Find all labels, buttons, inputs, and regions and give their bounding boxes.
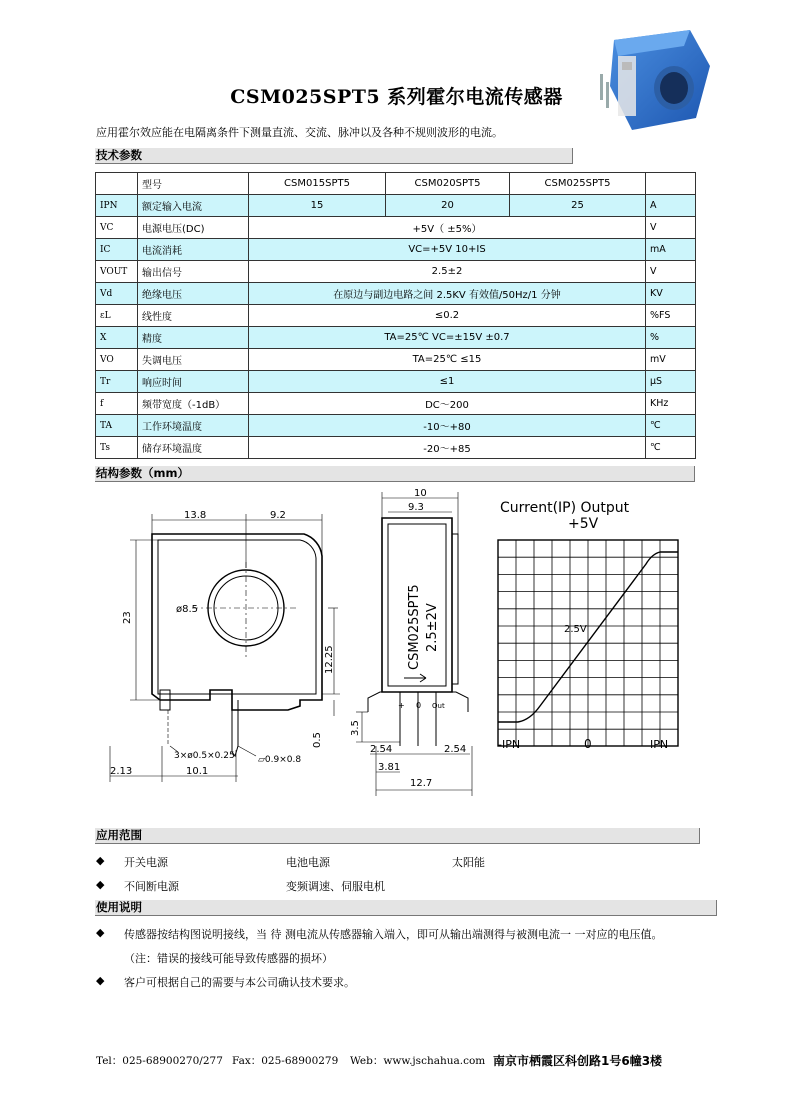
table-row bbox=[96, 195, 696, 217]
table-cell: KV bbox=[646, 283, 696, 305]
table-cell: 响应时间 bbox=[138, 371, 249, 393]
table-row bbox=[96, 437, 696, 459]
table-cell: KHz bbox=[646, 393, 696, 415]
table-cell: X bbox=[96, 327, 138, 349]
dim-label: 10 bbox=[414, 488, 427, 499]
dim-label: 13.8 bbox=[184, 510, 207, 521]
dim-label: 0.5 bbox=[312, 732, 323, 748]
table-cell: mV bbox=[646, 349, 696, 371]
sensor-model-label: CSM025SPT5 bbox=[407, 584, 422, 670]
table-row bbox=[96, 371, 696, 393]
table-cell: TA bbox=[96, 415, 138, 437]
footer-fax: Fax：025-68900279 bbox=[232, 1055, 339, 1067]
table-row bbox=[96, 261, 696, 283]
pin-label: Out bbox=[432, 702, 445, 710]
sensor-output-label: 2.5±2V bbox=[425, 603, 440, 652]
table-cell: %FS bbox=[646, 305, 696, 327]
footer-web: Web：www.jschahua.com bbox=[350, 1055, 486, 1067]
plot-x-left: -IPN bbox=[498, 738, 521, 751]
table-cell: 在原边与副边电路之间 2.5KV 有效值/50Hz/1 分钟 bbox=[249, 283, 646, 305]
table-cell: A bbox=[646, 195, 696, 217]
table-cell: Vd bbox=[96, 283, 138, 305]
header-cell: CSM025SPT5 bbox=[510, 173, 646, 195]
document-title: CSM025SPT5 系列霍尔电流传感器 bbox=[230, 86, 563, 108]
table-cell: VOUT bbox=[96, 261, 138, 283]
table-cell: 频带宽度（-1dB） bbox=[138, 393, 249, 415]
section-applications: 应用范围 bbox=[95, 828, 700, 844]
bullet-icon: ◆ bbox=[96, 878, 105, 891]
table-cell: εL bbox=[96, 305, 138, 327]
table-cell: 储存环境温度 bbox=[138, 437, 249, 459]
table-cell: % bbox=[646, 327, 696, 349]
dim-label: 2.13 bbox=[110, 766, 133, 777]
table-cell: 电源电压(DC) bbox=[138, 217, 249, 239]
table-cell: -20～+85 bbox=[249, 437, 646, 459]
table-cell: VO bbox=[96, 349, 138, 371]
table-cell: μS bbox=[646, 371, 696, 393]
plot-mid-label: 2.5V bbox=[564, 624, 587, 635]
bullet-icon: ◆ bbox=[96, 974, 105, 987]
table-cell: 15 bbox=[249, 195, 386, 217]
table-cell: TA=25℃ ≤15 bbox=[249, 349, 646, 371]
dim-label: 3×ø0.5×0.25 bbox=[174, 751, 235, 761]
table-row bbox=[96, 349, 696, 371]
dim-label: 12.7 bbox=[410, 778, 433, 789]
table-cell: -10～+80 bbox=[249, 415, 646, 437]
header-cell: CSM020SPT5 bbox=[386, 173, 510, 195]
table-row bbox=[96, 305, 696, 327]
footer-tel: Tel：025-68900270/277 bbox=[96, 1055, 223, 1067]
table-cell: 2.5±2 bbox=[249, 261, 646, 283]
table-cell: VC=+5V 10+IS bbox=[249, 239, 646, 261]
table-cell: 输出信号 bbox=[138, 261, 249, 283]
table-row bbox=[96, 283, 696, 305]
table-cell: f bbox=[96, 393, 138, 415]
table-cell: IPN bbox=[96, 195, 138, 217]
table-cell: +5V（ ±5%） bbox=[249, 217, 646, 239]
table-cell: ℃ bbox=[646, 437, 696, 459]
intro-text: 应用霍尔效应能在电隔离条件下测量直流、交流、脉冲以及各种不规则波形的电流。 bbox=[96, 126, 503, 139]
table-row bbox=[96, 239, 696, 261]
dim-label: 3.81 bbox=[378, 762, 401, 773]
dim-label: 2.54 bbox=[370, 744, 393, 755]
section-tech-params: 技术参数 bbox=[95, 148, 573, 164]
table-cell: 20 bbox=[386, 195, 510, 217]
bullet-icon: ◆ bbox=[96, 854, 105, 867]
table-cell: Ts bbox=[96, 437, 138, 459]
dim-label: 12.25 bbox=[324, 645, 335, 674]
dim-label: 3.5 bbox=[350, 720, 361, 736]
table-cell: IC bbox=[96, 239, 138, 261]
table-cell: ℃ bbox=[646, 415, 696, 437]
dim-label: 9.2 bbox=[270, 510, 286, 521]
table-cell: 失调电压 bbox=[138, 349, 249, 371]
section-struct-params: 结构参数（mm） bbox=[95, 466, 695, 482]
dim-label: 2.54 bbox=[444, 744, 467, 755]
table-cell: VC bbox=[96, 217, 138, 239]
table-cell: 电流消耗 bbox=[138, 239, 249, 261]
table-header-row bbox=[96, 173, 696, 195]
dim-label: ø8.5 bbox=[176, 604, 199, 615]
table-row bbox=[96, 415, 696, 437]
dim-label: ▱0.9×0.8 bbox=[258, 755, 302, 765]
section-usage: 使用说明 bbox=[95, 900, 717, 916]
table-row bbox=[96, 327, 696, 349]
table-cell: ≤1 bbox=[249, 371, 646, 393]
footer-address: 南京市栖霞区科创路1号6幢3楼 bbox=[493, 1054, 663, 1068]
plot-x-right: IPN bbox=[650, 738, 669, 751]
table-cell: 额定输入电流 bbox=[138, 195, 249, 217]
dim-label: 9.3 bbox=[408, 502, 424, 513]
plot-title: Current(IP) Output bbox=[500, 500, 630, 516]
dim-label: 23 bbox=[122, 611, 133, 624]
table-cell: 线性度 bbox=[138, 305, 249, 327]
header-cell: 型号 bbox=[138, 173, 249, 195]
plot-subtitle: +5V bbox=[568, 516, 599, 532]
table-cell: V bbox=[646, 217, 696, 239]
table-row bbox=[96, 217, 696, 239]
spec-table bbox=[95, 172, 696, 459]
header-cell: CSM015SPT5 bbox=[249, 173, 386, 195]
table-cell: 25 bbox=[510, 195, 646, 217]
table-cell: TA=25℃ VC=±15V ±0.7 bbox=[249, 327, 646, 349]
table-cell: 绝缘电压 bbox=[138, 283, 249, 305]
bullet-icon: ◆ bbox=[96, 926, 105, 939]
table-cell: 工作环境温度 bbox=[138, 415, 249, 437]
dim-label: 10.1 bbox=[186, 766, 209, 777]
pin-label: 0 bbox=[416, 701, 422, 710]
table-cell: mA bbox=[646, 239, 696, 261]
pin-label: + bbox=[398, 701, 405, 710]
plot-x-zero: 0 bbox=[584, 737, 592, 751]
table-cell: DC～200 bbox=[249, 393, 646, 415]
table-cell: Tr bbox=[96, 371, 138, 393]
table-cell: ≤0.2 bbox=[249, 305, 646, 327]
table-cell: 精度 bbox=[138, 327, 249, 349]
table-row bbox=[96, 393, 696, 415]
table-cell: V bbox=[646, 261, 696, 283]
structure-drawing bbox=[100, 484, 700, 804]
